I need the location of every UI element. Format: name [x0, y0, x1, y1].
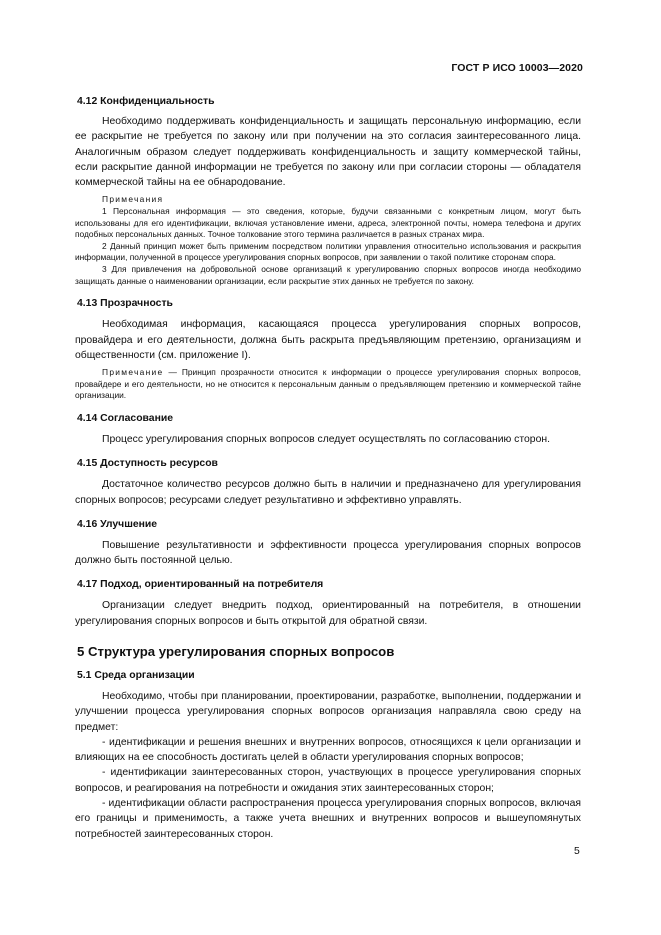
page-header: ГОСТ Р ИСО 10003—2020	[451, 62, 583, 74]
page-content	[75, 95, 581, 842]
paragraph: Достаточное количество ресурсов должно быть в наличии и предназначено для урегулирования спорных вопросов; ресурсами следует результативно и эффективно управлять.	[75, 479, 581, 506]
page-number: 5	[574, 846, 580, 857]
section-heading-4-12: 4.12 Конфиденциальность	[77, 96, 215, 107]
section-heading-4-13: 4.13 Прозрачность	[77, 298, 173, 310]
section-heading-4-17: 4.17 Подход, ориентированный на потребителя	[77, 579, 324, 591]
list-item: - идентификации и решения внешних и внутренних вопросов, относящихся к цели организации и влияющих на ее способность достигать целей в области урегулирования спорных вопросов;	[75, 736, 581, 764]
section-heading-4-16: 4.16 Улучшение	[77, 518, 158, 530]
chapter-heading-5: 5 Структура урегулирования спорных вопросов	[77, 643, 395, 659]
note-1: 1 Персональная информация — это сведения, которые, будучи связанными с конкретным лицом, могут быть использованы для его идентификации, включая установление имени, адреса, электронной почты, номера телефона и других подобных персональных данных. Точное толкование этого термина различается в разных странах мира.	[75, 206, 581, 240]
note-3: 3 Для привлечения на добровольной основе организаций к урегулированию спорных вопросов иногда необходимо защищать данные о наименовании организации, если раскрытие этих данных не требуется по закону.	[75, 264, 581, 286]
notes-label: Примечания	[102, 194, 164, 205]
section-heading-5-1: 5.1 Среда организации	[77, 669, 195, 681]
list-item: - идентификации области распространения процесса урегулирования спорных вопросов, включая его границы и применимость, а также учета внешних и внутренних вопросов и вышеупомянутых потребностей заинтересованных сторон.	[75, 798, 581, 840]
note: Примечание — Принцип прозрачности относится к информации о процессе урегулирования спорных вопросов, провайдере и его деятельности, но не относится к персональным данным о предъявляющем претензию и коммерческой тайне организации.	[75, 367, 581, 401]
paragraph: Необходимо, чтобы при планировании, проектировании, разработке, выполнении, поддержании и улучшении процесса урегулирования спорных вопросов организация направляла свою среду на предмет:	[75, 690, 581, 733]
list-item: - идентификации заинтересованных сторон, участвующих в процессе урегулирования спорных вопросов, и реагирования на потребности и ожидания этих заинтересованных сторон;	[75, 767, 581, 794]
section-heading-4-15: 4.15 Доступность ресурсов	[77, 458, 218, 470]
paragraph: Необходимо поддерживать конфиденциальность и защищать персональную информацию, если ее раскрытие не требуется по закону или при получении на это согласия заинтересованного лица. Аналогичным образом следует поддерживать конфиденциальность и защиту коммерческой тайны, если раскрытие данной информации не требуется по закону или при согласии стороны — обладателя коммерческой тайны на ее обнародование.	[75, 116, 581, 189]
paragraph: Необходимая информация, касающаяся процесса урегулирования спорных вопросов, провайдера и его деятельности, должна быть раскрыта предъявляющим претензию, организациям и общественности (см. приложение I).	[75, 319, 581, 361]
paragraph: Повышение результативности и эффективности процесса урегулирования спорных вопросов должно быть постоянной целью.	[75, 539, 581, 567]
section-heading-4-14: 4.14 Согласование	[77, 412, 174, 424]
note-2: 2 Данный принцип может быть применим посредством политики управления относительно использования и раскрытия информации, полученной в процессе урегулирования спорных вопросов, при заявлении о такой политике сторонам спора.	[75, 240, 581, 263]
paragraph: Организации следует внедрить подход, ориентированный на потребителя, в отношении урегулирования спорных вопросов и быть открытой для обратной связи.	[75, 600, 581, 627]
paragraph: Процесс урегулирования спорных вопросов следует осуществлять по согласованию сторон.	[102, 433, 550, 445]
